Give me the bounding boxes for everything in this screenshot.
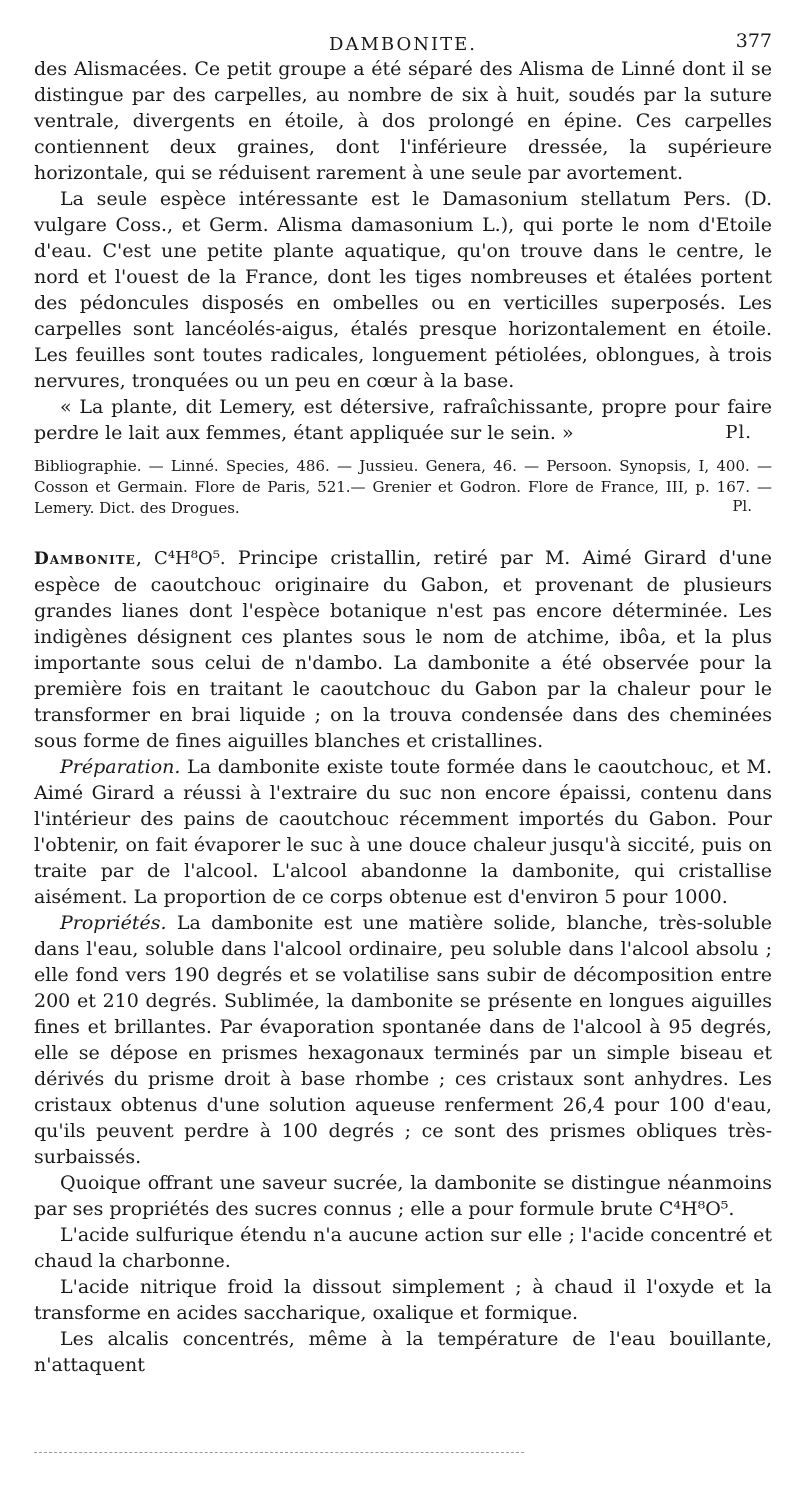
page-number: 377 — [735, 30, 772, 52]
lemery-quote — [34, 394, 772, 446]
dambonite-intro: Dambonite, C⁴H⁸O⁵. Principe cristallin, retiré par M. Aimé Girard d'une espèce de caoutchouc originaire du Gabon, et provenant de plusieurs grandes lianes dont l'espèce botanique n'est pas encore déterminée. Les indigènes désignent ces plantes sous le nom de atchime, ibôa, et la plus importante sous celui de n'dambo. La dambonite a été observée pour la première fois en traitant le caoutchouc du Gabon par la chaleur pour le transformer en brai liquide ; on la trouva condensée dans des cheminées sous forme de fines aiguilles blanches et cristallines. — [34, 547, 772, 752]
damasonium-paragraph: La seule espèce intéressante est le Damasonium stellatum Pers. (D. vulgare Coss., et Germ. Alisma damasonium L.), qui porte le nom d'Etoile d'eau. C'est une petite plante aquatique, qu'on trouve dans le centre, le nord et l'ouest de la France, dont les tiges nombreuses et étalées portent des pédoncules disposés en ombelles ou en verticilles superposés. Les carpelles sont lancéolés-aigus, étalés presque horizontalement en étoile. Les feuilles sont toutes radicales, longuement pétiolées, oblongues, à trois nervures, tronquées ou un peu en cœur à la base. — [34, 188, 772, 392]
properties-paragraph — [34, 910, 772, 1170]
bibliography-signature: Pl. — [732, 497, 752, 515]
sulfuric-acid-paragraph: L'acide sulfurique étendu n'a aucune action sur elle ; l'acide concentré et chaud la charbonne. — [34, 1224, 772, 1272]
lemery-quote-text: « La plante, dit Lemery, est détersive, rafraîchissante, propre pour faire perdre le lait aux femmes, étant appliquée sur le sein. » — [34, 396, 772, 444]
bibliography — [34, 456, 772, 519]
running-title: DAMBONITE. — [329, 34, 477, 55]
book-page — [34, 26, 772, 1378]
dambonite-entry — [34, 545, 772, 1378]
alkalis-paragraph: Les alcalis concentrés, même à la température de l'eau bouillante, n'attaquent — [34, 1328, 772, 1376]
properties-label: Propriétés. — [60, 912, 167, 934]
properties-text: La dambonite est une matière solide, blanche, très-soluble dans l'eau, soluble dans l'alcool ordinaire, peu soluble dans l'alcool absolu ; elle fond vers 190 degrés et se volatilise sans subir de décomposition entre 200 et 210 degrés. Sublimée, la dambonite se présente en longues aiguilles fines et brillantes. Par évaporation spontanée dans de l'alcool à 95 degrés, elle se dépose en prismes hexagonaux terminés par un simple biseau et dérivés du prisme droit à base rhombe ; ces cristaux sont anhydres. Les cristaux obtenus d'une solution aqueuse renferment 26,4 pour 100 d'eau, qu'ils peuvent perdre à 100 degrés ; ce sont des prismes obliques très-surbaissés. — [34, 912, 772, 1168]
author-signature: Pl. — [725, 422, 752, 443]
alismaceae-paragraph: des Alismacées. Ce petit groupe a été séparé des Alisma de Linné dont il se distingue par des carpelles, au nombre de six à huit, soudés par la suture ventrale, divergents en étoile, à dos prolongé en épine. Ces carpelles contiennent deux graines, dont l'inférieure dressée, la supérieure horizontale, qui se réduisent rarement à une seule par avortement. — [34, 58, 772, 184]
preparation-paragraph — [34, 754, 772, 910]
running-head — [34, 26, 772, 56]
preparation-text: La dambonite existe toute formée dans le caoutchouc, et M. Aimé Girard a réussi à l'extraire du suc non encore épaissi, contenu dans l'intérieur des pains de caoutchouc récemment importés du Gabon. Pour l'obtenir, on fait évaporer le suc à une douce chaleur jusqu'à siccité, puis on traite par de l'alcool. L'alcool abandonne la dambonite, qui cristallise aisément. La proportion de ce corps obtenue est d'environ 5 pour 1000. — [34, 756, 772, 908]
bibliography-text: Bibliographie. — Linné. Species, 486. — Jussieu. Genera, 46. — Persoon. Synopsis, I, 400. — Cosson et Germain. Flore de Paris, 521.— Grenier et Godron. Flore de France, III, p. 167. — Lemery. Dict. des Drogues. — [34, 457, 772, 517]
entry-intro-text: Principe cristallin, retiré par M. Aimé Girard d'une espèce de caoutchouc originaire du Gabon, et provenant de plusieurs grandes lianes dont l'espèce botanique n'est pas encore déterminée. Les indigènes désignent ces plantes sous le nom de atchime, ibôa, et la plus importante sous celui de n'dambo. La dambonite a été observée pour la première fois en traitant le caoutchouc du Gabon par la chaleur pour le transformer en brai liquide ; on la trouva condensée dans des cheminées sous forme de fines aiguilles blanches et cristallines. — [34, 547, 772, 752]
nitric-acid-paragraph: L'acide nitrique froid la dissout simplement ; à chaud il l'oxyde et la transforme en acides saccharique, oxalique et formique. — [34, 1276, 772, 1324]
entry-formula: C⁴H⁸O⁵. — [154, 548, 226, 569]
sweetness-paragraph: Quoique offrant une saveur sucrée, la dambonite se distingue néanmoins par ses propriétés des sucres connus ; elle a pour formule brute C⁴H⁸O⁵. — [34, 1172, 772, 1220]
bottom-bleed-through-rule — [34, 1452, 524, 1453]
preparation-label: Préparation. — [60, 756, 181, 778]
entry-headword: Dambonite — [34, 549, 136, 569]
